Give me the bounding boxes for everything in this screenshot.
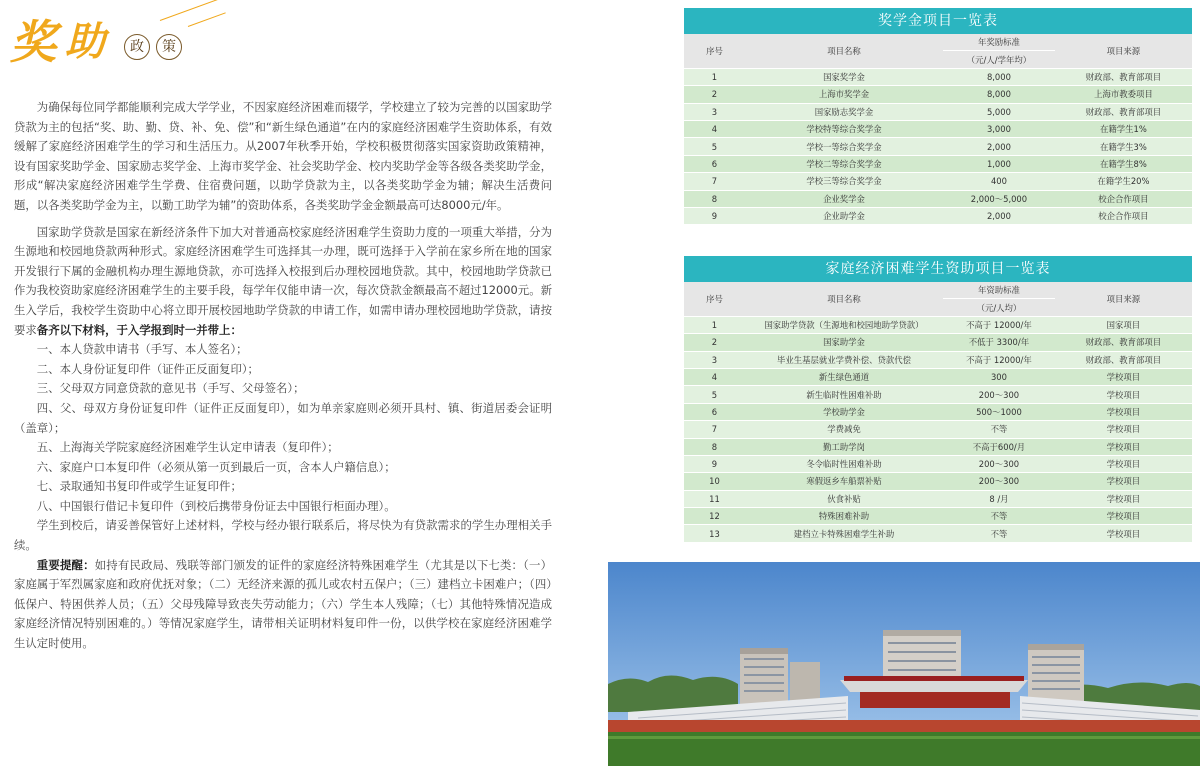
cell-no: 10 (684, 473, 745, 490)
cell-name: 学校三等综合奖学金 (745, 173, 943, 190)
aid-table-title: 家庭经济困难学生资助项目一览表 (684, 256, 1192, 282)
cell-name: 学校特等综合奖学金 (745, 120, 943, 137)
paragraph-reminder (14, 556, 552, 654)
cell-no: 9 (684, 455, 745, 472)
cell-source: 国家项目 (1055, 316, 1192, 333)
header-standard-unit: （元/人均） (943, 299, 1055, 316)
header-source: 项目来源 (1055, 282, 1192, 316)
cell-standard: 1,000 (943, 155, 1055, 172)
cell-standard: 3,000 (943, 120, 1055, 137)
cell-standard: 300 (943, 368, 1055, 385)
cell-source: 学校项目 (1055, 473, 1192, 490)
paragraph-intro: 为确保每位同学都能顺利完成大学学业，不因家庭经济困难而辍学，学校建立了较为完善的以国家助学贷款为主的包括“奖、助、勤、贷、补、免、偿”和“新生绿色通道”在内的家庭经济困难学生资助体系，有效缓解了家庭经济困难学生的学习和生活压力。从2007年秋季开始，学校积极贯彻落实国家资助政策精神，设有国家奖助学金、国家励志奖学金、上海市奖学金、社会奖助学金、校内奖助学金等各级各类奖助学金，形成“解决家庭经济困难学生学费、住宿费问题，以助学贷款为主，以各类奖助学金为辅；解决生活费问题，以各类奖助学金为主，以勤工助学为辅”的资助体系，各类奖助学金金额最高可达8000元/年。 (14, 100, 552, 212)
cell-name: 国家励志奖学金 (745, 103, 943, 120)
material-item: 六、家庭户口本复印件（必须从第一页到最后一页，含本人户籍信息）； (36, 459, 396, 474)
cell-standard: 不等 (943, 525, 1055, 542)
cell-no: 4 (684, 120, 745, 137)
table-row (684, 86, 1192, 103)
cell-name: 上海市奖学金 (745, 86, 943, 103)
cell-standard: 8,000 (943, 68, 1055, 85)
cell-name: 国家助学贷款（生源地和校园地助学贷款） (745, 316, 943, 333)
stadium-illustration (608, 562, 1200, 766)
table-row (684, 190, 1192, 207)
cell-standard: 不低于 3300/年 (943, 334, 1055, 351)
cell-name: 伙食补贴 (745, 490, 943, 507)
cell-source: 财政部、教育部项目 (1055, 68, 1192, 85)
cell-no: 6 (684, 403, 745, 420)
heading-char-circled: 政 (124, 34, 150, 60)
cell-standard: 不高于600/月 (943, 438, 1055, 455)
table-row (684, 525, 1192, 542)
cell-no: 7 (684, 173, 745, 190)
cell-no: 2 (684, 86, 745, 103)
header-standard: 年资助标准 (943, 282, 1055, 299)
table-row (684, 207, 1192, 224)
cell-source: 在籍学生1% (1055, 120, 1192, 137)
cell-no: 8 (684, 438, 745, 455)
table-row (684, 473, 1192, 490)
cell-source: 校企合作项目 (1055, 207, 1192, 224)
material-item: 二、本人身份证复印件（证件正反面复印）； (36, 361, 259, 376)
material-item: 五、上海海关学院家庭经济困难学生认定申请表（复印件）； (36, 440, 339, 455)
cell-source: 学校项目 (1055, 508, 1192, 525)
loan-text: 国家助学贷款是国家在新经济条件下加大对普通高校家庭经济困难学生资助力度的一项重大举措，分为生源地和校园地贷款两种形式。家庭经济困难学生可选择其一办理，既可选择于入学前在家乡所在地的国家开发银行下属的金融机构办理生源地贷款，亦可选择入校报到后办理校园地贷款。其中，校园地助学贷款已作为我校资助家庭经济困难学生的主要手段，每学年仅能申请一次，每次贷款金额最高不超过12000元。新生入学后，我校学生资助中心将立即开展校园地助学贷款的申请工作，如需申请办理校园地助学贷款，请按要求 (14, 224, 552, 337)
cell-no: 3 (684, 103, 745, 120)
header-no: 序号 (684, 34, 745, 68)
cell-name: 企业助学金 (745, 207, 943, 224)
table-row (684, 173, 1192, 190)
cell-standard: 200～300 (943, 386, 1055, 403)
cell-no: 1 (684, 68, 745, 85)
cell-standard: 2,000～5,000 (943, 190, 1055, 207)
campus-stadium-photo (608, 562, 1200, 766)
cell-name: 勤工助学岗 (745, 438, 943, 455)
table-row (684, 455, 1192, 472)
scholarship-table-title: 奖学金项目一览表 (684, 8, 1192, 34)
cell-standard: 2,000 (943, 138, 1055, 155)
cell-name: 特殊困难补助 (745, 508, 943, 525)
paragraph-procedure: 学生到校后，请妥善保管好上述材料，学校与经办银行联系后，将尽快为有贷款需求的学生办理相关手续。 (14, 518, 552, 553)
cell-source: 学校项目 (1055, 386, 1192, 403)
cell-no: 2 (684, 334, 745, 351)
table-row (684, 334, 1192, 351)
cell-source: 校企合作项目 (1055, 190, 1192, 207)
cell-no: 13 (684, 525, 745, 542)
cell-standard: 400 (943, 173, 1055, 190)
cell-standard: 8 /月 (943, 490, 1055, 507)
table-row (684, 316, 1192, 333)
cell-standard: 500～1000 (943, 403, 1055, 420)
cell-no: 9 (684, 207, 745, 224)
reminder-text: 如持有民政局、残联等部门颁发的证件的家庭经济特殊困难学生（尤其是以下七类：（一）家庭属于军烈属家庭和政府优抚对象；（二）无经济来源的孤儿或农村五保户；（三）建档立卡困难户；（四）低保户、特困供养人员；（五）父母残障导致丧失劳动能力；（六）学生本人残障；（七）其他特殊情况造成家庭经济情况特别困难的。）等情况家庭学生，请带相关证明材料复印件一份，以供学校在家庭经济困难学生认定时使用。 (14, 557, 552, 651)
cell-no: 3 (684, 351, 745, 368)
cell-standard: 5,000 (943, 103, 1055, 120)
cell-source: 学校项目 (1055, 368, 1192, 385)
body-text (14, 98, 552, 654)
cell-name: 冬令临时性困难补助 (745, 455, 943, 472)
cell-source: 学校项目 (1055, 403, 1192, 420)
loan-materials-emphasis: 备齐以下材料，于入学报到时一并带上： (36, 322, 242, 337)
cell-standard: 不等 (943, 508, 1055, 525)
header-standard-unit: （元/人/学年均） (943, 51, 1055, 68)
cell-no: 8 (684, 190, 745, 207)
heading-decoration (188, 12, 226, 27)
table-row (684, 138, 1192, 155)
table-row (684, 403, 1192, 420)
cell-name: 新生临时性困难补助 (745, 386, 943, 403)
cell-name: 毕业生基层就业学费补偿、贷款代偿 (745, 351, 943, 368)
table-row (684, 368, 1192, 385)
cell-source: 学校项目 (1055, 421, 1192, 438)
cell-standard: 200～300 (943, 455, 1055, 472)
cell-name: 学校二等综合奖学金 (745, 155, 943, 172)
paragraph-loan (14, 223, 552, 341)
cell-no: 5 (684, 386, 745, 403)
cell-name: 新生绿色通道 (745, 368, 943, 385)
scholarship-table (684, 8, 1192, 225)
cell-name: 学费减免 (745, 421, 943, 438)
cell-source: 财政部、教育部项目 (1055, 351, 1192, 368)
cell-standard: 不高于 12000/年 (943, 316, 1055, 333)
cell-standard: 不等 (943, 421, 1055, 438)
table-row (684, 490, 1192, 507)
header-name: 项目名称 (745, 282, 943, 316)
cell-source: 在籍学生20% (1055, 173, 1192, 190)
cell-name: 国家助学金 (745, 334, 943, 351)
heading-char: 奖 (10, 15, 56, 69)
heading-char: 助 (65, 18, 105, 65)
cell-no: 7 (684, 421, 745, 438)
cell-no: 6 (684, 155, 745, 172)
header-source: 项目来源 (1055, 34, 1192, 68)
table-row (684, 120, 1192, 137)
material-item: 三、父母双方同意贷款的意见书（手写、父母签名）； (36, 381, 305, 396)
cell-source: 在籍学生3% (1055, 138, 1192, 155)
cell-standard: 200～300 (943, 473, 1055, 490)
cell-source: 财政部、教育部项目 (1055, 103, 1192, 120)
cell-standard: 8,000 (943, 86, 1055, 103)
cell-source: 学校项目 (1055, 525, 1192, 542)
reminder-label: 重要提醒： (36, 557, 95, 572)
cell-name: 寒假返乡车船票补贴 (745, 473, 943, 490)
table-row (684, 386, 1192, 403)
table-row (684, 103, 1192, 120)
cell-no: 1 (684, 316, 745, 333)
cell-source: 学校项目 (1055, 455, 1192, 472)
cell-no: 4 (684, 368, 745, 385)
right-page (600, 0, 1200, 766)
material-item: 八、中国银行借记卡复印件（到校后携带身份证去中国银行柜面办理）。 (36, 498, 396, 513)
cell-source: 上海市教委项目 (1055, 86, 1192, 103)
heading-char-circled: 策 (156, 34, 182, 60)
table-row (684, 438, 1192, 455)
cell-source: 学校项目 (1055, 438, 1192, 455)
table-row (684, 508, 1192, 525)
cell-standard: 不高于 12000/年 (943, 351, 1055, 368)
cell-name: 学校助学金 (745, 403, 943, 420)
cell-no: 12 (684, 508, 745, 525)
cell-name: 企业奖学金 (745, 190, 943, 207)
cell-name: 学校一等综合奖学金 (745, 138, 943, 155)
cell-name: 国家奖学金 (745, 68, 943, 85)
section-heading (10, 12, 310, 72)
material-item: 七、录取通知书复印件或学生证复印件； (36, 479, 242, 494)
material-item: 四、父、母双方身份证复印件（证件正反面复印），如为单亲家庭则必须开具村、镇、街道居委会证明（盖章）； (14, 400, 552, 435)
header-standard: 年奖励标准 (943, 34, 1055, 51)
cell-no: 5 (684, 138, 745, 155)
cell-source: 财政部、教育部项目 (1055, 334, 1192, 351)
table-row (684, 155, 1192, 172)
cell-name: 建档立卡特殊困难学生补助 (745, 525, 943, 542)
table-row (684, 351, 1192, 368)
cell-no: 11 (684, 490, 745, 507)
header-name: 项目名称 (745, 34, 943, 68)
material-item: 一、本人贷款申请书（手写、本人签名）； (36, 342, 248, 357)
cell-source: 在籍学生8% (1055, 155, 1192, 172)
table-row (684, 68, 1192, 85)
table-row (684, 421, 1192, 438)
cell-standard: 2,000 (943, 207, 1055, 224)
aid-table (684, 256, 1192, 543)
heading-decoration (160, 0, 226, 21)
cell-source: 学校项目 (1055, 490, 1192, 507)
header-no: 序号 (684, 282, 745, 316)
